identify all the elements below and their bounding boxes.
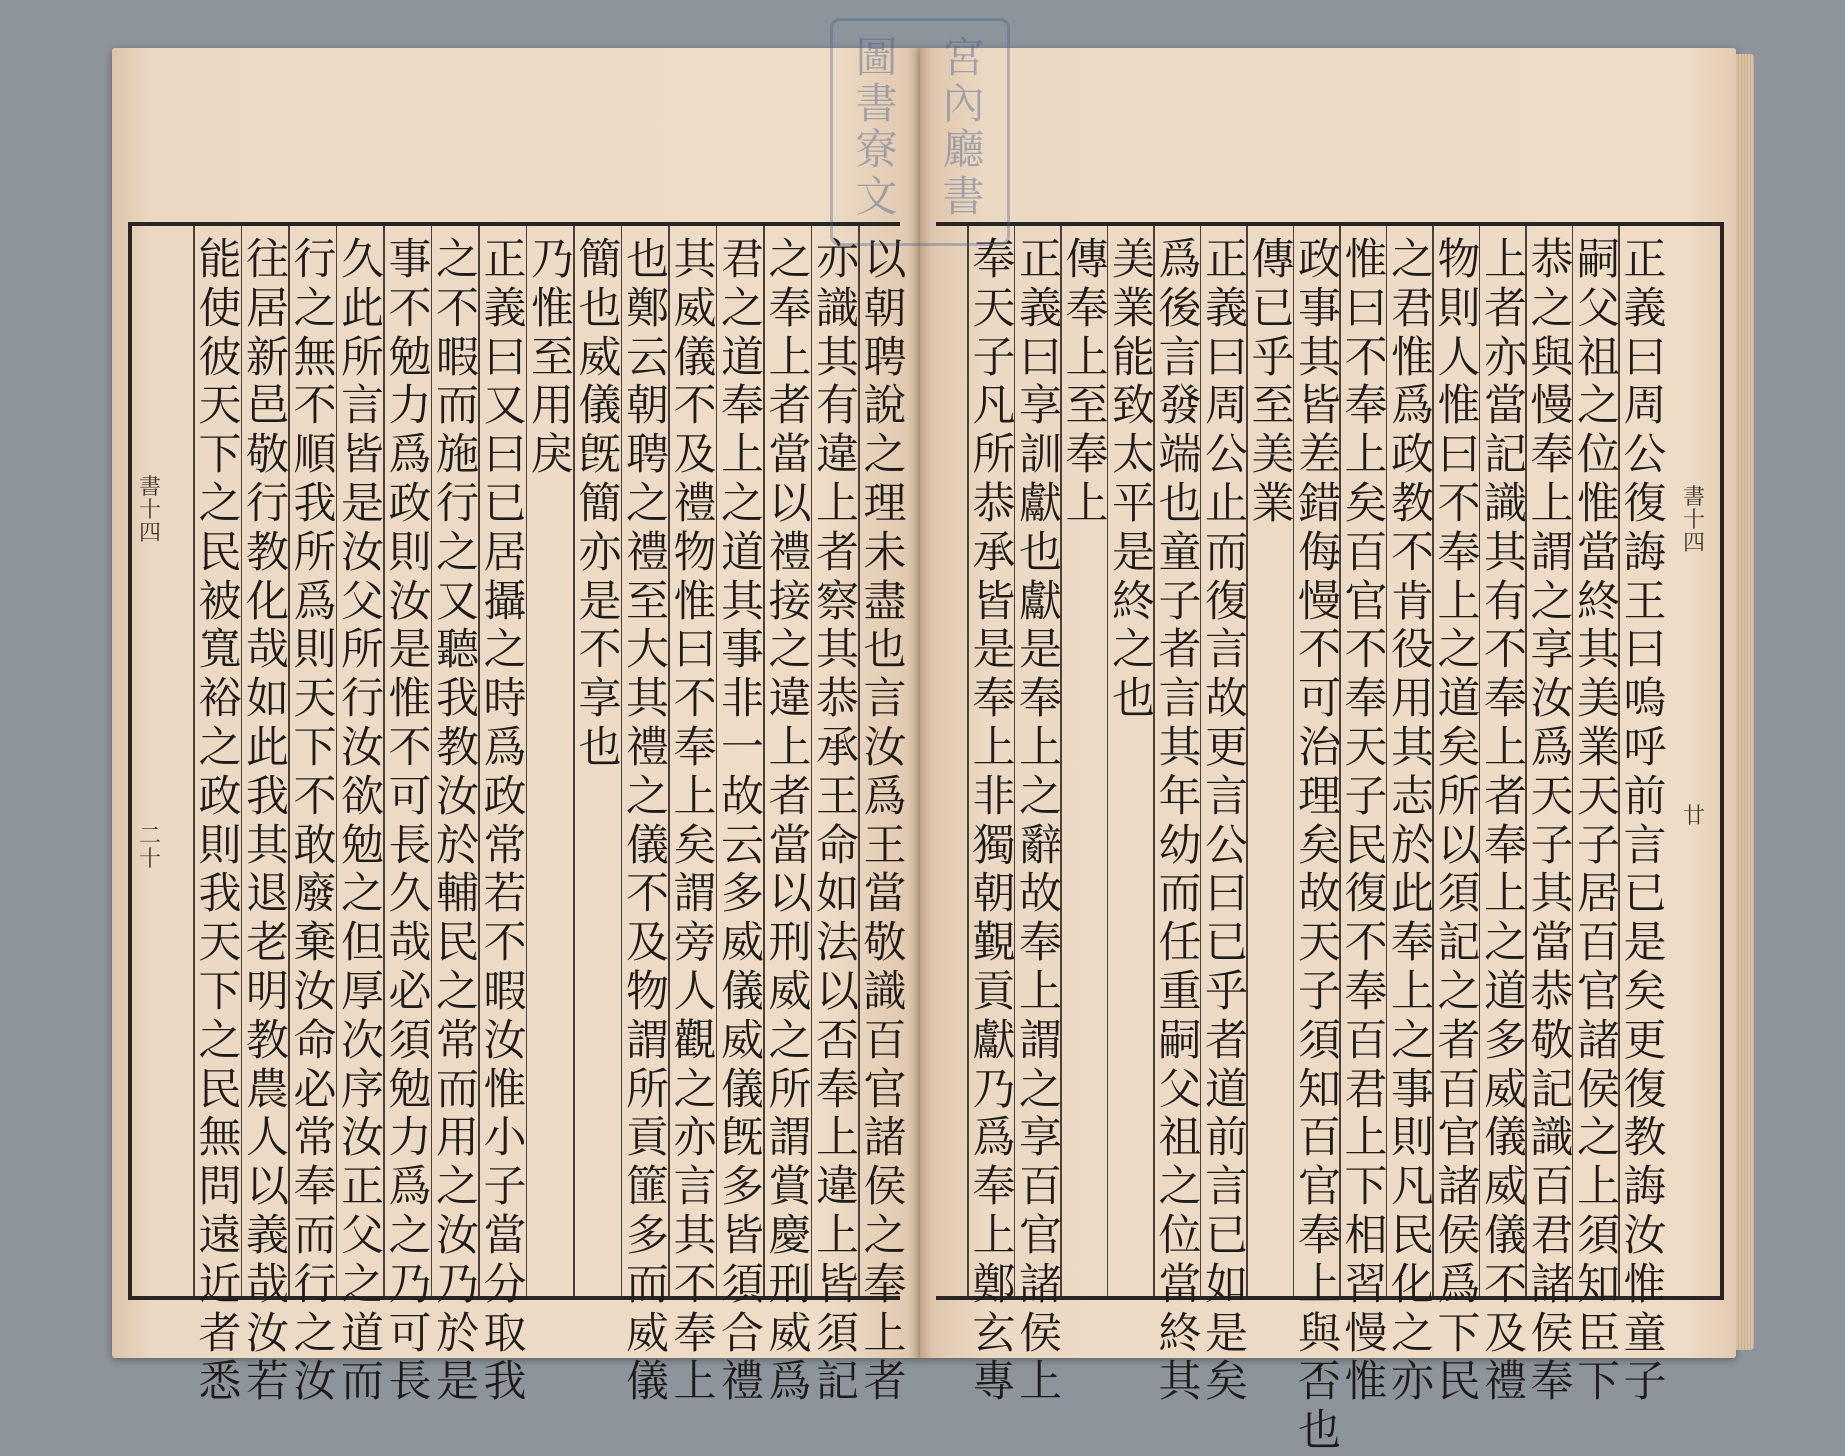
left-column: 亦 識 其 有 違 上 者 察 其 恭 承 王 命 如 法 以 否 奉 上 違 上 皆 須 記 xyxy=(816,235,859,1408)
left-column: 之 奉 上 者 當 以 禮 接 之 違 上 者 當 以 刑 威 之 所 謂 賞 慶 刑 威 爲 xyxy=(768,235,812,1408)
left-column: 事 不 勉 力 爲 政 則 汝 是 惟 不 可 長 久 哉 必 須 勉 力 爲 之 乃 可 長 xyxy=(388,235,432,1408)
column-rule xyxy=(193,226,195,1296)
left-column: 往 居 新 邑 敬 行 教 化 哉 如 此 我 其 退 老 明 教 農 人 以 義 哉 汝 若 xyxy=(246,235,289,1408)
fold-number: 二十 xyxy=(138,824,161,873)
library-seal xyxy=(830,18,1010,246)
seal-column-left: 圖 書 寮 文 xyxy=(855,33,898,221)
left-fold-strip xyxy=(132,236,168,1286)
right-column: 恭 之 與 慢 奉 上 謂 之 享 汝 爲 天 子 其 當 恭 敬 記 識 百 君 諸 侯 奉 xyxy=(1530,235,1574,1408)
left-column: 以 朝 聘 說 之 理 未 盡 也 言 汝 爲 王 當 敬 識 百 官 諸 侯 之 奉 上 者 xyxy=(863,235,907,1408)
right-column: 傳 奉 上 至 奉 上 xyxy=(1065,235,1109,529)
right-column: 奉 天 子 凡 所 恭 承 皆 是 奉 上 非 獨 朝 覲 貢 獻 乃 爲 奉 上 鄭 玄 專 xyxy=(972,235,1016,1408)
left-column: 久 此 所 言 皆 是 汝 父 所 行 汝 欲 勉 之 但 厚 次 序 汝 正 父 之 道 而 xyxy=(341,235,384,1408)
left-column: 簡 也 威 儀 旣 簡 亦 是 不 享 也 xyxy=(578,235,622,773)
fold-title: 書十四 xyxy=(1682,485,1705,557)
page-edges xyxy=(1736,54,1754,1350)
right-column: 傳 已 乎 至 美 業 xyxy=(1251,235,1295,529)
left-column: 之 不 暇 而 施 行 之 又 聽 我 教 汝 於 輔 民 之 常 而 用 之 汝 乃 於 是 xyxy=(436,235,479,1408)
right-column: 惟 曰 不 奉 上 矣 百 官 不 奉 天 子 民 復 不 奉 百 君 上 下 相 習 慢 惟 xyxy=(1344,235,1388,1408)
left-column: 能 使 彼 天 下 之 民 被 寬 裕 之 政 則 我 天 下 之 民 無 問 遠 近 者 悉 xyxy=(198,235,242,1408)
right-column: 正 義 曰 周 公 止 而 復 言 故 更 言 公 曰 已 乎 者 道 前 言 已 如 是 矣 xyxy=(1205,235,1248,1408)
left-column: 也 鄭 云 朝 聘 之 禮 至 大 其 禮 之 儀 不 及 物 謂 所 貢 篚 多 而 威 儀 xyxy=(626,235,669,1408)
seal-column-right: 宮 內 廳 書 xyxy=(942,33,985,221)
right-column: 正 義 曰 周 公 復 誨 王 曰 嗚 呼 前 言 已 是 矣 更 復 教 誨 汝 惟 童 子 xyxy=(1623,235,1667,1408)
right-column: 物 則 人 惟 曰 不 奉 上 之 道 矣 所 以 須 記 之 者 百 官 諸 侯 爲 下 民 xyxy=(1437,235,1481,1408)
right-column: 政 事 其 皆 差 錯 侮 慢 不 可 治 理 矣 故 天 子 須 知 百 官 奉 上 與 否 也 xyxy=(1298,235,1341,1456)
right-column: 爲 後 言 發 端 也 童 子 者 言 其 年 幼 而 任 重 嗣 父 祖 之 位 當 終 其 xyxy=(1158,235,1202,1408)
left-column: 行 之 無 不 順 我 所 爲 則 天 下 不 敢 廢 棄 汝 命 必 常 奉 而 行 之 汝 xyxy=(293,235,337,1408)
fold-number: 廿 xyxy=(1682,804,1705,830)
column-rule xyxy=(967,226,969,1296)
fold-title: 書十四 xyxy=(138,475,161,547)
left-column: 乃 惟 至 用 戾 xyxy=(531,235,574,481)
right-column: 上 者 亦 當 記 識 其 有 不 奉 上 者 奉 上 之 道 多 威 儀 威 儀 不 及 禮 xyxy=(1484,235,1527,1408)
right-column: 之 君 惟 爲 政 教 不 肯 役 用 其 志 於 此 奉 上 之 事 則 凡 民 化 之 亦 xyxy=(1391,235,1434,1408)
right-column: 美 業 能 致 太 平 是 終 之 也 xyxy=(1112,235,1155,725)
left-column: 君 之 道 奉 上 之 道 其 事 非 一 故 云 多 威 儀 威 儀 旣 多 皆 須 合 禮 xyxy=(721,235,764,1408)
left-column: 其 威 儀 不 及 禮 物 惟 曰 不 奉 上 矣 謂 旁 人 觀 之 亦 言 其 不 奉 上 xyxy=(673,235,717,1408)
right-column: 嗣 父 祖 之 位 惟 當 終 其 美 業 天 子 居 百 官 諸 侯 之 上 須 知 臣 下 xyxy=(1577,235,1620,1408)
right-fold-strip xyxy=(1676,236,1712,1286)
left-column: 正 義 曰 又 曰 已 居 攝 之 時 爲 政 常 若 不 暇 汝 惟 小 子 當 分 取 我 xyxy=(483,235,527,1408)
right-column: 正 義 曰 享 訓 獻 也 獻 是 奉 上 之 辭 故 奉 上 謂 之 享 百 官 諸 侯 上 xyxy=(1019,235,1062,1408)
